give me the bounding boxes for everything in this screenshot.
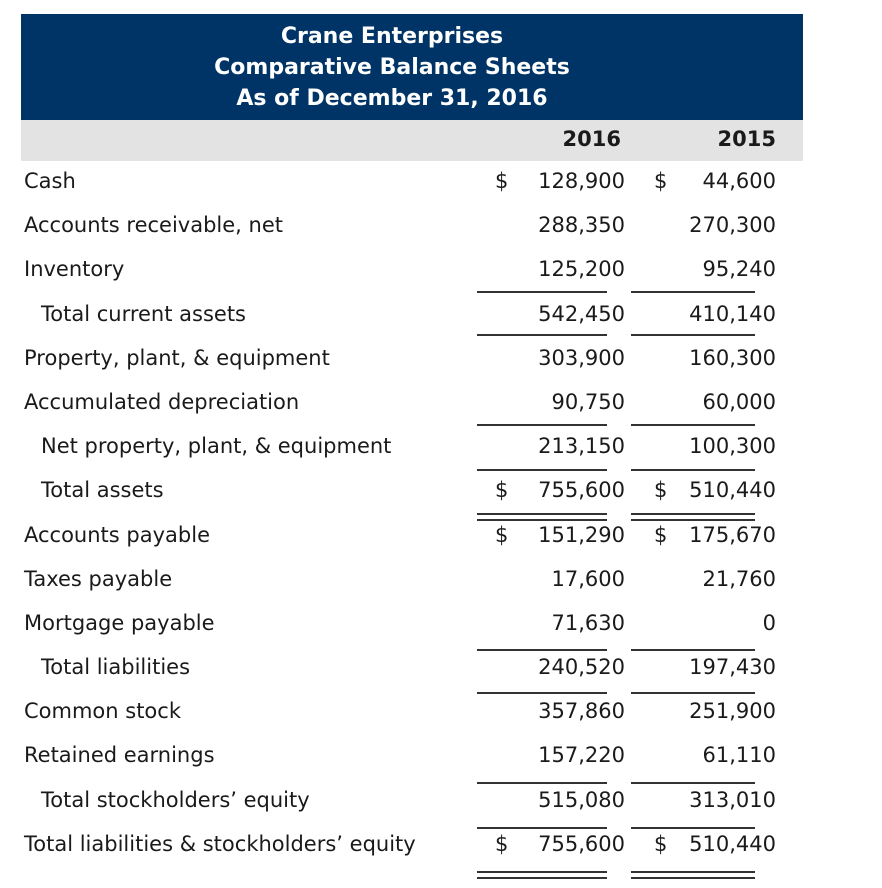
column-header-row — [21, 120, 803, 161]
value-2015: 61,110 — [702, 743, 776, 768]
row-label: Accounts payable — [24, 522, 210, 547]
double-rule — [477, 513, 607, 521]
value-2016: 357,860 — [538, 699, 625, 724]
currency-symbol: $ — [654, 169, 668, 193]
row-accounts-receivable — [21, 205, 803, 249]
row-total-stockholders-equity — [21, 780, 803, 824]
value-2016: 542,450 — [538, 301, 625, 326]
value-2016: 90,750 — [551, 389, 625, 414]
row-label: Mortgage payable — [24, 610, 215, 635]
value-2016 — [495, 470, 625, 510]
currency-symbol: $ — [495, 522, 509, 547]
value-2016: 303,900 — [538, 345, 625, 370]
value-2015 — [654, 161, 776, 201]
subtotal-rule — [631, 782, 755, 784]
value-2015: 313,010 — [689, 787, 776, 812]
column-header-2016: 2016 — [562, 127, 621, 151]
row-label: Taxes payable — [24, 566, 173, 591]
row-label: Accumulated depreciation — [24, 389, 300, 414]
value-2015: 251,900 — [689, 699, 776, 724]
amount: 755,600 — [538, 831, 625, 856]
value-2015: 0 — [762, 610, 776, 635]
subtotal-rule — [631, 692, 755, 694]
row-label: Total assets — [41, 478, 164, 503]
value-2015: 160,300 — [689, 345, 776, 370]
subtotal-rule — [631, 827, 755, 829]
amount: 151,290 — [538, 522, 625, 547]
statement-title: Comparative Balance Sheets — [214, 54, 570, 80]
value-2016: 17,600 — [551, 566, 625, 591]
value-2015: 21,760 — [702, 566, 776, 591]
currency-symbol: $ — [495, 478, 509, 503]
value-2016: 515,080 — [538, 787, 625, 812]
value-2015: 100,300 — [689, 434, 776, 459]
row-mortgage-payable — [21, 603, 803, 647]
subtotal-rule — [477, 827, 607, 829]
currency-symbol: $ — [495, 831, 509, 856]
row-total-liabilities — [21, 647, 803, 691]
row-inventory — [21, 249, 803, 293]
value-2015: 95,240 — [702, 257, 776, 282]
currency-symbol: $ — [654, 522, 668, 547]
value-2016: 125,200 — [538, 257, 625, 282]
value-2016 — [495, 824, 625, 864]
row-label: Total current assets — [41, 301, 246, 326]
subtotal-rule — [477, 649, 607, 651]
balance-sheet — [21, 14, 803, 868]
subtotal-rule — [477, 692, 607, 694]
double-rule — [477, 871, 607, 879]
row-cash — [21, 161, 803, 205]
subtotal-rule — [477, 469, 607, 471]
subtotal-rule — [477, 334, 607, 336]
value-2016: 157,220 — [538, 743, 625, 768]
value-2015 — [654, 470, 776, 510]
value-2015 — [654, 824, 776, 864]
amount: 44,600 — [702, 169, 776, 193]
subtotal-rule — [477, 291, 607, 293]
amount: 510,440 — [689, 831, 776, 856]
subtotal-rule — [477, 782, 607, 784]
row-accounts-payable — [21, 515, 803, 559]
row-label: Total stockholders’ equity — [41, 787, 310, 812]
row-label: Common stock — [24, 699, 181, 724]
amount: 175,670 — [689, 522, 776, 547]
row-label: Cash — [24, 169, 76, 193]
row-label: Retained earnings — [24, 743, 215, 768]
subtotal-rule — [631, 424, 755, 426]
row-retained-earnings — [21, 735, 803, 779]
row-total-assets — [21, 470, 803, 514]
subtotal-rule — [631, 649, 755, 651]
value-2016: 240,520 — [538, 655, 625, 680]
value-2015: 197,430 — [689, 655, 776, 680]
row-label: Property, plant, & equipment — [24, 345, 330, 370]
double-rule — [631, 871, 755, 879]
row-common-stock — [21, 691, 803, 735]
subtotal-rule — [631, 334, 755, 336]
company-name: Crane Enterprises — [280, 23, 504, 49]
value-2015: 270,300 — [689, 213, 776, 238]
currency-symbol: $ — [495, 169, 509, 193]
row-label: Inventory — [24, 257, 125, 282]
row-label: Total liabilities & stockholders’ equity — [24, 831, 416, 856]
subtotal-rule — [631, 291, 755, 293]
row-total-current-assets — [21, 294, 803, 338]
amount: 755,600 — [538, 478, 625, 503]
row-net-ppe — [21, 426, 803, 470]
value-2016: 213,150 — [538, 434, 625, 459]
value-2015: 410,140 — [689, 301, 776, 326]
subtotal-rule — [477, 424, 607, 426]
row-label: Net property, plant, & equipment — [41, 434, 392, 459]
value-2016: 71,630 — [551, 610, 625, 635]
value-2016: 288,350 — [538, 213, 625, 238]
double-rule — [631, 513, 755, 521]
subtotal-rule — [631, 469, 755, 471]
currency-symbol: $ — [654, 831, 668, 856]
row-total-liabilities-equity — [21, 824, 803, 868]
row-accumulated-depreciation — [21, 382, 803, 426]
value-2016 — [495, 161, 625, 201]
row-property-plant-equipment — [21, 338, 803, 382]
sheet-header — [21, 14, 803, 120]
value-2015: 60,000 — [702, 389, 776, 414]
amount: 128,900 — [538, 169, 625, 193]
row-taxes-payable — [21, 559, 803, 603]
currency-symbol: $ — [654, 478, 668, 503]
row-label: Total liabilities — [41, 655, 191, 680]
row-label: Accounts receivable, net — [24, 213, 283, 238]
statement-date: As of December 31, 2016 — [236, 85, 548, 111]
column-header-2015: 2015 — [717, 127, 776, 151]
amount: 510,440 — [689, 478, 776, 503]
